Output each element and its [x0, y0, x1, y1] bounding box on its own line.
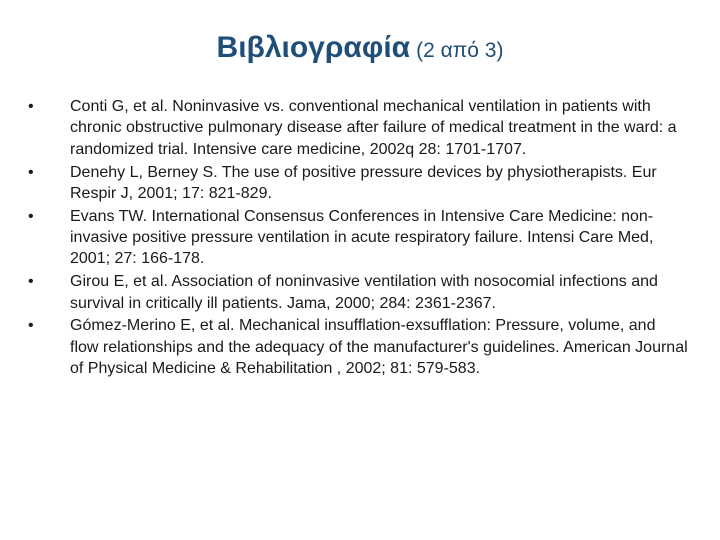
reference-text: Evans TW. International Consensus Conferences in Intensive Care Medicine: non-invasive positive pressure ventilation in acute respiratory failure. Intensi Care Med, 2001; 27: 166-178.: [70, 207, 654, 268]
bullet-icon: •: [28, 207, 34, 225]
slide-title: [0, 24, 720, 77]
reference-text: Gómez-Merino E, et al. Mechanical insufflation-exsufflation: Pressure, volume, and flow relationships and the adequacy of the manufacturer's guidelines. American Journal of Physical Medicine & Rehabilitation , 2002; 81: 579-583.: [70, 317, 688, 378]
bullet-icon: •: [28, 273, 34, 291]
reference-item: [28, 271, 688, 314]
bullet-icon: •: [28, 98, 34, 115]
bullet-icon: •: [28, 317, 34, 335]
reference-text: Conti G, et al. Noninvasive vs. conventional mechanical ventilation in patients with chronic obstructive pulmonary disease after failure of medical treatment in the ward: a randomized trial. Intensive care medicine, 2002q 28: 1701-1707.: [70, 98, 677, 158]
reference-text: Denehy L, Berney S. The use of positive pressure devices by physiotherapists. Eur Respir J, 2001; 17: 821-829.: [70, 163, 657, 202]
reference-item: [28, 96, 688, 160]
reference-item: [28, 315, 688, 379]
bullet-icon: •: [28, 163, 34, 181]
page-title: Βιβλιογραφία: [216, 31, 411, 64]
reference-item: [28, 162, 688, 205]
reference-list: [28, 96, 688, 381]
reference-item: [28, 206, 688, 270]
page-subtitle: (2 από 3): [416, 39, 504, 62]
reference-text: Girou E, et al. Association of noninvasive ventilation with nosocomial infections and survival in critically ill patients. Jama, 2000; 284: 2361-2367.: [70, 273, 658, 312]
